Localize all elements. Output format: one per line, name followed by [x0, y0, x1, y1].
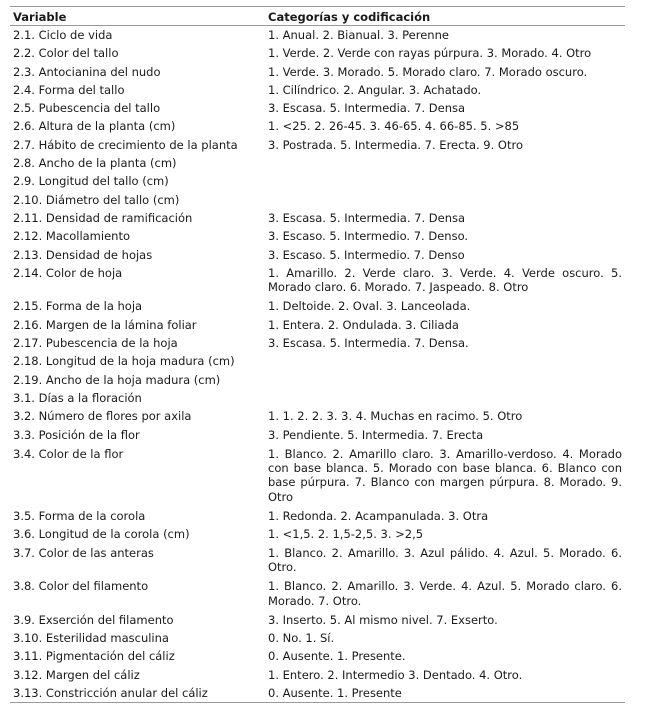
categories-cell: 0. Ausente. 1. Presente. [268, 649, 406, 664]
variable-cell: 2.16. Margen de la lámina foliar [13, 317, 197, 332]
categories-cell: 3. Escaso. 5. Intermedio. 7. Denso [268, 247, 465, 262]
categories-cell [265, 154, 625, 172]
variable-cell: 2.6. Altura de la planta (cm) [13, 119, 176, 134]
variable-cell: 2.5. Pubescencia del tallo [13, 101, 161, 116]
categories-cell: 1. Cilíndrico. 2. Angular. 3. Achatado. [268, 82, 482, 97]
table-row [10, 407, 625, 425]
categories-cell: 3. Postrada. 5. Intermedia. 7. Erecta. 9. Otro [268, 137, 524, 152]
variable-cell: 3.9. Exserción del filamento [13, 612, 174, 627]
categories-cell: 1. Amarillo. 2. Verde claro. 3. Verde. 4. Verde oscuro. 5. Morado claro. 6. Morado. 7. Jaspeado. 8. Otro [268, 265, 622, 295]
table-row [10, 444, 625, 506]
column-header-categories: Categorías y codificación [265, 7, 625, 26]
variable-cell: 3.3. Posición de la flor [13, 427, 140, 442]
table-row [10, 352, 625, 370]
variable-cell: 3.2. Número de flores por axila [13, 409, 192, 424]
table-row [10, 426, 625, 444]
table-row [10, 44, 625, 62]
variable-cell: 2.13. Densidad de hojas [13, 247, 153, 262]
variable-cell: 2.1. Ciclo de vida [13, 28, 113, 42]
variable-cell: 3.4. Color de la flor [13, 446, 124, 461]
categories-cell: 1. <25. 2. 26-45. 3. 46-65. 4. 66-85. 5. >85 [268, 119, 520, 134]
table-row [10, 81, 625, 99]
table-row [10, 629, 625, 647]
variable-cell: 3.7. Color de las anteras [13, 545, 154, 560]
categories-cell [265, 389, 625, 407]
table-row [10, 525, 625, 543]
table-row [10, 209, 625, 227]
variable-cell: 2.3. Antocianina del nudo [13, 64, 161, 79]
categories-cell: 1. Anual. 2. Bianual. 3. Perenne [268, 28, 449, 42]
categories-cell: 1. <1,5. 2. 1,5-2,5. 3. >2,5 [268, 527, 424, 542]
variable-cell: 2.18. Longitud de la hoja madura (cm) [13, 354, 235, 369]
table-header-row [10, 7, 625, 26]
categories-cell [265, 371, 625, 389]
variable-cell: 2.17. Pubescencia de la hoja [13, 336, 178, 351]
table-row [10, 191, 625, 209]
variable-cell: 2.15. Forma de la hoja [13, 299, 143, 314]
table-row [10, 63, 625, 81]
categories-cell: 3. Escasa. 5. Intermedia. 7. Densa. [268, 336, 469, 351]
categories-cell: 1. Blanco. 2. Amarillo. 3. Verde. 4. Azul. 5. Morado claro. 6. Morado. 7. Otro. [268, 579, 622, 608]
table-row [10, 136, 625, 154]
table-row [10, 117, 625, 135]
variable-cell: 3.13. Constricción anular del cáliz [10, 684, 265, 703]
categories-cell: 3. Escaso. 5. Intermedio. 7. Denso. [268, 229, 469, 244]
categories-cell: 1. Verde. 3. Morado. 5. Morado claro. 7. Morado oscuro. [268, 64, 588, 79]
categories-cell [265, 191, 625, 209]
table-row [10, 99, 625, 117]
table-row [10, 26, 625, 45]
variable-cell: 2.19. Ancho de la hoja madura (cm) [13, 372, 221, 387]
table-row [10, 610, 625, 629]
categories-cell: 1. 1. 2. 2. 3. 3. 4. Muchas en racimo. 5. Otro [268, 409, 523, 424]
table-row [10, 371, 625, 389]
variable-cell: 2.9. Longitud del tallo (cm) [13, 174, 169, 189]
variable-cell: 2.11. Densidad de ramificación [13, 210, 193, 225]
table-row [10, 227, 625, 245]
table-row [10, 576, 625, 610]
characterization-table [10, 6, 625, 703]
variable-cell: 3.1. Días a la floración [13, 390, 142, 405]
categories-cell: 1. Entero. 2. Intermedio 3. Dentado. 4. Otro. [268, 667, 523, 682]
categories-cell: 3. Pendiente. 5. Intermedia. 7. Erecta [268, 427, 484, 442]
variable-cell: 3.8. Color del filamento [13, 579, 149, 594]
variable-cell: 3.10. Esterilidad masculina [13, 631, 169, 646]
categories-cell: 3. Escasa. 5. Intermedia. 7. Densa [268, 210, 466, 225]
variable-cell: 2.14. Color de hoja [13, 265, 123, 280]
variable-cell: 3.5. Forma de la corola [13, 509, 146, 524]
table-row [10, 684, 625, 703]
categories-cell [265, 352, 625, 370]
table-row [10, 246, 625, 264]
categories-cell: 3. Escasa. 5. Intermedia. 7. Densa [268, 101, 466, 116]
variable-cell: 3.11. Pigmentación del cáliz [13, 649, 175, 664]
categories-cell: 1. Blanco. 2. Amarillo claro. 3. Amarillo-verdoso. 4. Morado con base blanca. 5. Morado con base blanca. 6. Blanco con base púrpura. 7. Blanco con margen púrpura. 8. Morado. 9. Otro [268, 446, 622, 504]
table-row [10, 666, 625, 684]
categories-cell: 0. No. 1. Sí. [268, 631, 335, 646]
table-row [10, 154, 625, 172]
table-row [10, 544, 625, 577]
variable-cell: 2.2. Color del tallo [13, 46, 119, 61]
table-row [10, 264, 625, 297]
table-row [10, 334, 625, 352]
table-row [10, 506, 625, 525]
variable-cell: 2.10. Diámetro del tallo (cm) [13, 192, 180, 207]
table-body [10, 26, 625, 703]
table-row [10, 647, 625, 665]
column-header-variable: Variable [10, 7, 265, 26]
categories-cell: 1. Redonda. 2. Acampanulada. 3. Otra [268, 509, 489, 524]
variable-cell: 2.8. Ancho de la planta (cm) [13, 156, 177, 171]
categories-cell: 1. Entera. 2. Ondulada. 3. Ciliada [268, 317, 459, 332]
variable-cell: 2.7. Hábito de crecimiento de la planta [13, 137, 238, 152]
categories-cell: 0. Ausente. 1. Presente [265, 684, 625, 703]
categories-cell [265, 172, 625, 190]
variable-cell: 3.12. Margen del cáliz [13, 667, 140, 682]
variable-cell: 2.12. Macollamiento [13, 229, 130, 244]
table-row [10, 316, 625, 334]
categories-cell: 1. Deltoide. 2. Oval. 3. Lanceolada. [268, 299, 471, 314]
variable-cell: 3.6. Longitud de la corola (cm) [13, 527, 190, 542]
table-row [10, 389, 625, 407]
categories-cell: 1. Verde. 2. Verde con rayas púrpura. 3. Morado. 4. Otro [268, 46, 592, 61]
categories-cell: 3. Inserto. 5. Al mismo nivel. 7. Exserto. [268, 612, 498, 627]
variable-cell: 2.4. Forma del tallo [13, 82, 125, 97]
categories-cell: 1. Blanco. 2. Amarillo. 3. Azul pálido. 4. Azul. 5. Morado. 6. Otro. [268, 545, 622, 574]
table-row [10, 172, 625, 190]
table-row [10, 296, 625, 315]
